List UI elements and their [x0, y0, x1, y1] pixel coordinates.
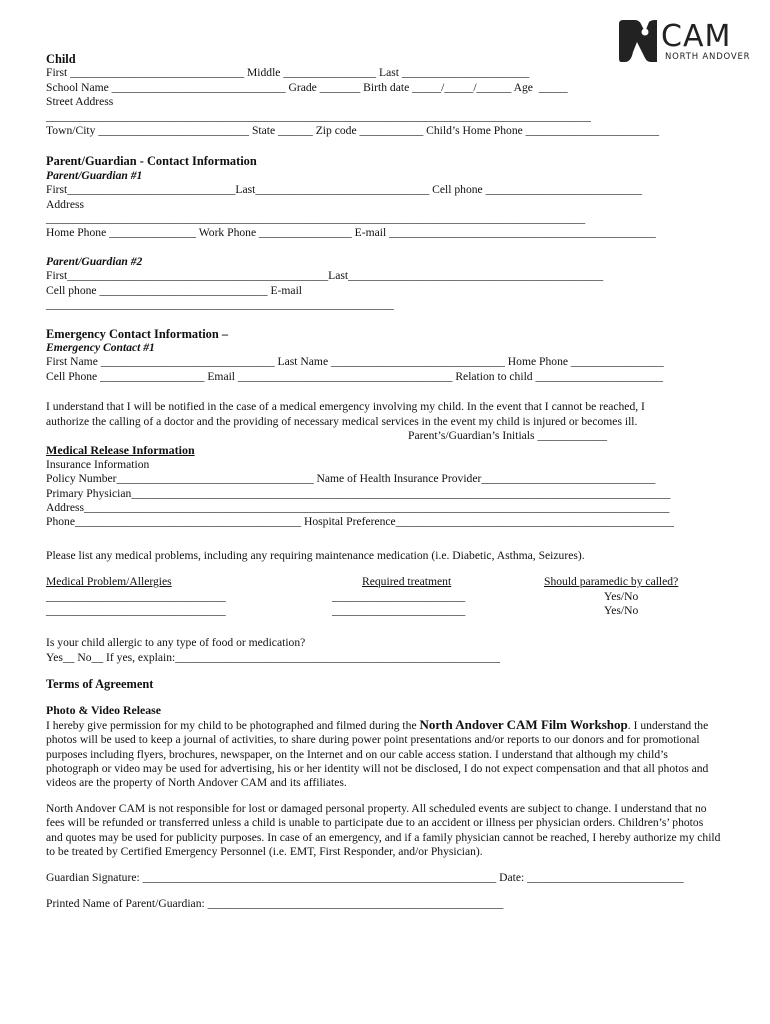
treatment-column [332, 575, 465, 618]
medical-problem-header: Medical Problem/Allergies [46, 575, 172, 589]
guardian-signature-line[interactable]: Guardian Signature: _____________________________________________________________ Date: ___________________________ [46, 871, 684, 885]
policy-line[interactable]: Policy Number__________________________________ Name of Health Insurance Provider______________________________ [46, 472, 656, 486]
medical-table [46, 575, 736, 619]
treatment-field[interactable]: _______________________ [332, 589, 466, 603]
emergency-cell-line[interactable]: Cell Phone __________________ Email _____________________________________ Relation to child ______________________ [46, 369, 664, 383]
child-street-line[interactable]: ______________________________________________________________________________________________ [46, 109, 591, 123]
child-street-label: Street Address [46, 95, 114, 109]
logo-word: CAM [661, 19, 732, 54]
treatment-header: Required treatment [362, 575, 452, 589]
emergency-name-line[interactable]: First Name ______________________________ Last Name ______________________________ Home Phone ________________ [46, 355, 664, 369]
parent1-heading: Parent/Guardian #1 [46, 168, 143, 182]
medical-problem-field[interactable]: _______________________________ [46, 604, 226, 617]
photo-release-text [46, 718, 722, 791]
paramedic-header: Should paramedic by called? [544, 575, 679, 589]
parent1-address-label: Address [46, 197, 84, 211]
medical-problem-field[interactable]: _______________________________ [46, 589, 226, 603]
parent2-name-line[interactable]: First_____________________________________________Last____________________________________________ [46, 269, 604, 283]
treatment-field[interactable]: _______________________ [332, 604, 466, 617]
liability-text: North Andover CAM is not responsible for lost or damaged personal property. All scheduled events are subject to change. I understand that no fees will be refunded or transferred unless a child is unable to participate due to an accident or illness per physician orders. Children’s’ photos and quotes may be used for publicity purposes. In case of an emergency, and if a family physician cannot be reached, I hereby authorize my child to be treated by Certified Emergency Personnel (i.e. EMT, First Responder, and/or Physician). [46, 801, 721, 859]
insurance-label: Insurance Information [46, 457, 150, 471]
parent1-name-line[interactable]: First_____________________________Last______________________________ Cell phone ___________________________ [46, 183, 643, 197]
photo-release-heading: Photo & Video Release [46, 703, 162, 718]
parent1-phone-line[interactable]: Home Phone _______________ Work Phone ________________ E-mail ______________________________________________ [46, 226, 656, 240]
paramedic-column [544, 575, 678, 618]
parent2-heading: Parent/Guardian #2 [46, 254, 143, 268]
medical-address-line[interactable]: Address_____________________________________________________________________________________________________ [46, 500, 670, 514]
initials-line[interactable]: Parent’s/Guardian’s Initials ____________ [408, 428, 608, 442]
child-school-line[interactable]: School Name ______________________________ Grade _______ Birth date _____/_____/______ Age _____ [46, 80, 568, 94]
child-name-line[interactable]: First ______________________________ Middle ________________ Last ______________________ [46, 66, 530, 80]
workshop-name: North Andover CAM Film Workshop [419, 716, 628, 732]
parent1-address-line[interactable]: _____________________________________________________________________________________________ [46, 212, 586, 226]
notification-text: I understand that I will be notified in the case of a medical emergency involving my child. In the event that I cannot be reached, I authorize the calling of a doctor and the providing of necessary medical services in the event my child is injured or becomes ill. [46, 400, 645, 428]
paramedic-choice[interactable]: Yes/No [604, 589, 639, 603]
printed-name-line[interactable]: Printed Name of Parent/Guardian: ___________________________________________________ [46, 896, 504, 910]
hospital-line[interactable]: Phone_______________________________________ Hospital Preference________________________________________________ [46, 515, 674, 529]
parent-heading: Parent/Guardian - Contact Information [46, 154, 257, 169]
medical-list-prompt: Please list any medical problems, including any requiring maintenance medication (i.e. Diabetic, Asthma, Seizures). [46, 548, 585, 562]
child-heading: Child [46, 52, 76, 66]
child-town-line[interactable]: Town/City __________________________ State ______ Zip code ___________ Child’s Home Phone _______________________ [46, 124, 659, 138]
parent2-email-line[interactable]: ____________________________________________________________ [46, 298, 394, 312]
emergency1-heading: Emergency Contact #1 [46, 340, 155, 354]
paramedic-choice[interactable]: Yes/No [604, 604, 639, 617]
allergy-answer-line[interactable]: Yes__ No__ If yes, explain:________________________________________________________ [46, 650, 500, 664]
parent2-cell-line[interactable]: Cell phone _____________________________ E-mail [46, 283, 303, 297]
medical-heading: Medical Release Information [46, 443, 195, 458]
emergency-heading: Emergency Contact Information – [46, 326, 229, 341]
photo-release-text-a: I hereby give permission for my child to be photographed and filmed during the [46, 718, 420, 732]
registration-form [46, 52, 736, 911]
logo-subtitle: NORTH ANDOVER [665, 52, 751, 62]
allergy-question: Is your child allergic to any type of food or medication? [46, 636, 306, 650]
medical-problem-column [46, 575, 226, 618]
photo-release-text-b: . I understand the photos will be used to keep a journal of activities, to share during power point presentations and/or reports to our donors and for promotional purposes including flyers, brochures, newspaper, on the Internet and on our cable access station. I understand that although my child’s photograph or video may be used for advertising, his or her identity will not be disclosed, I do not expect compensation and that all photos and videos are the property of North Andover CAM and its affiliates. [46, 718, 709, 790]
physician-line[interactable]: Primary Physician_____________________________________________________________________________________________ [46, 486, 671, 500]
terms-heading: Terms of Agreement [46, 677, 154, 691]
